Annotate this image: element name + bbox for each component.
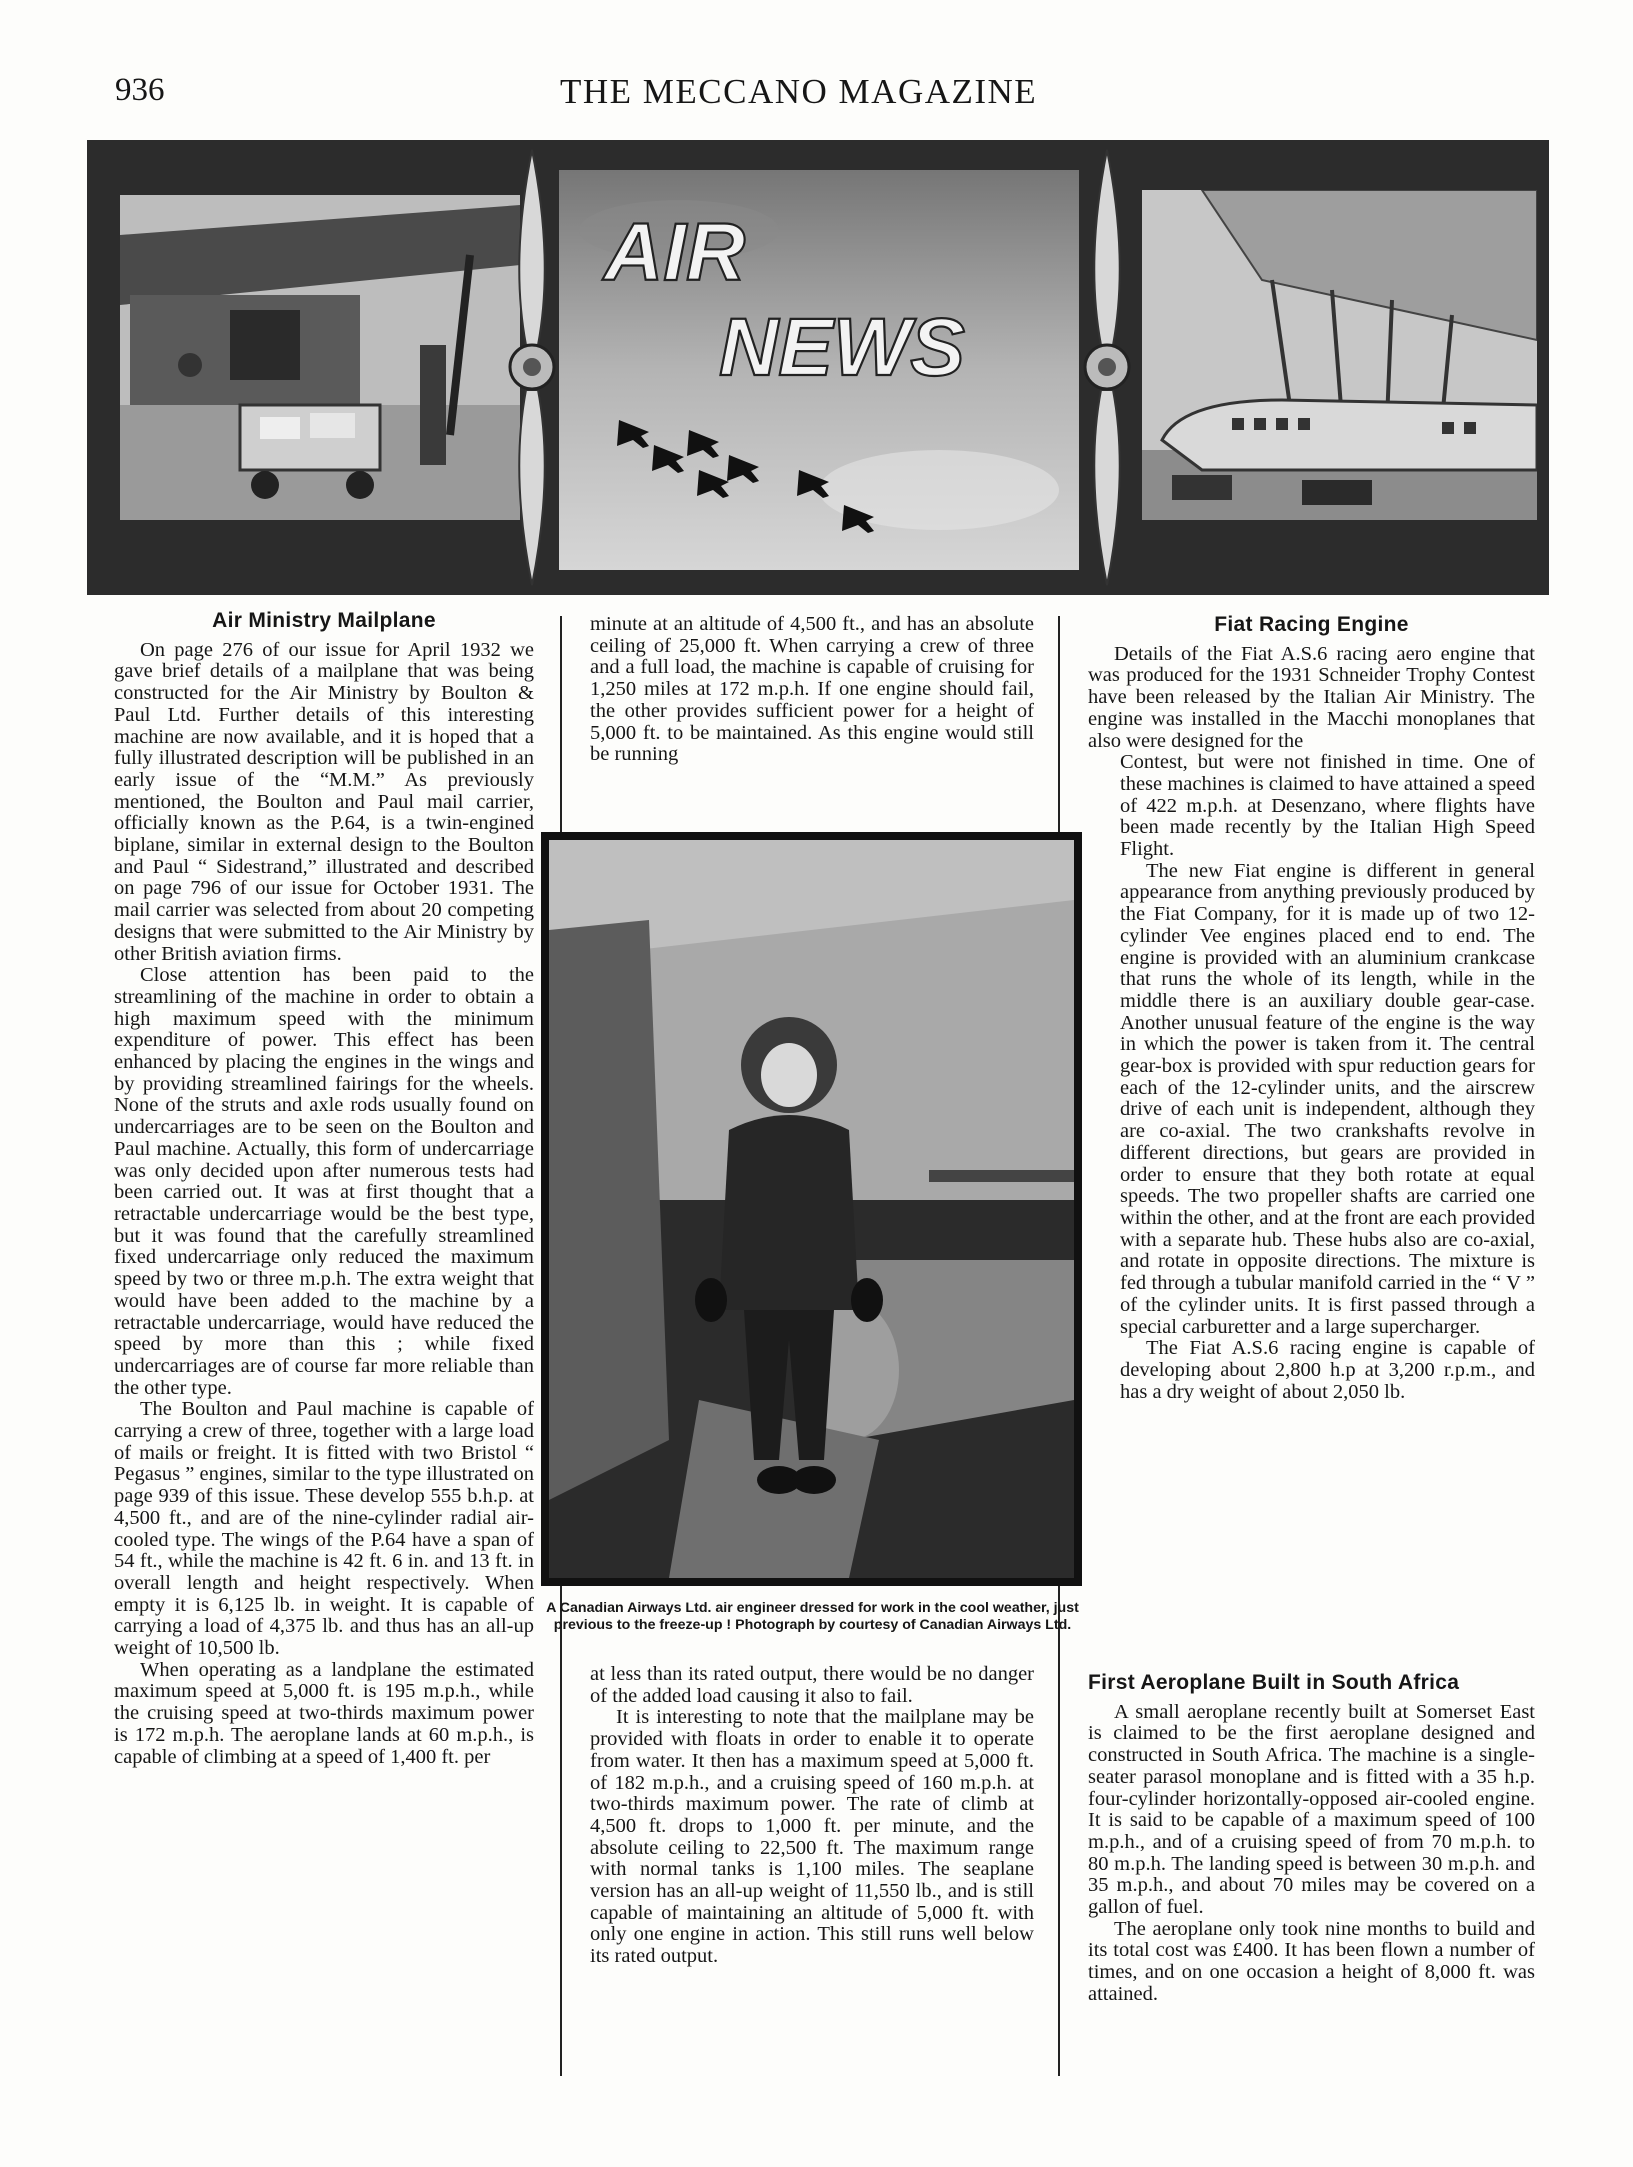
page-number: 936	[115, 72, 165, 108]
propeller-right-icon	[1077, 140, 1137, 595]
column-1	[114, 610, 534, 1768]
column-3	[1088, 614, 1535, 1403]
heading-first-aeroplane-south-africa: First Aeroplane Built in South Africa	[1088, 1671, 1460, 1694]
mailplane-paragraph-7: It is interesting to note that the mailplane may be provided with floats in order to enable it to operate from water. It then has a maximum speed at 5,000 ft. of 182 m.p.h., and a cruising speed of 160 m.p.h. at two-thirds maximum power. The rate of climb at 4,500 ft. drops to 1,000 ft. per minute, and the absolute ceiling to 22,500 ft. The maximum range with normal tanks is 1,100 miles. The seaplane version has an all-up weight of 11,550 lb., and is still capable of maintaining an altitude of 5,000 ft. with only one engine in action. This still runs well below its rated output.	[590, 1706, 1034, 1968]
banner-title-news: NEWS	[719, 302, 965, 393]
flying-boat-photo	[1142, 190, 1537, 520]
propeller-left-icon	[502, 140, 562, 595]
air-news-banner	[87, 140, 1549, 595]
south-africa-paragraph-1: A small aeroplane recently built at Somerset East is claimed to be the first aeroplane designed and constructed in South Africa. The machine is a single-seater parasol monoplane and is fitted with a 35 h.p. four-cylinder horizontally-opposed air-cooled engine. It is said to be capable of a maximum speed of 100 m.p.h., and of a cruising speed of from 70 m.p.h. to 80 m.p.h. The landing speed is between 30 m.p.h. and 35 m.p.h., and about 70 miles may be covered on a gallon of fuel.	[1088, 1700, 1535, 1919]
fiat-paragraph-1b: Contest, but were not finished in time. One of these machines is claimed to have attained a speed of 422 m.p.h. at Desenzano, where flights have been made recently by the Italian High Speed Flight.	[1120, 751, 1535, 861]
air-news-title-panel	[559, 170, 1079, 570]
south-africa-paragraph-2: The aeroplane only took nine months to build and its total cost was £400. It has been flown a number of times, and on one occasion a height of 8,000 ft. was attained.	[1088, 1917, 1535, 2005]
column-2-bottom	[590, 1664, 1034, 1968]
photo-caption: A Canadian Airways Ltd. air engineer dressed for work in the cool weather, just previous to the freeze-up ! Photograph by courtesy of Canadian Airways Ltd.	[546, 1600, 1079, 1633]
page-header	[0, 70, 1633, 120]
mailplane-paragraph-1: On page 276 of our issue for April 1932 we gave brief details of a mailplane that was being constructed for the Air Ministry by Boulton & Paul Ltd. Further details of this interesting machine are now available, and it is hoped that a fully illustrated description will be published in an early issue of the “M.M.” As previously mentioned, the Boulton and Paul mail carrier, officially known as the P.64, is a twin-engined biplane, similar in external design to the Boulton and Paul “ Sidestrand,” illustrated and described on page 796 of our issue for October 1931. The mail carrier was selected from about 20 competing designs that were submitted to the Air Ministry by other British aviation firms.	[114, 638, 534, 965]
banner-title-air: AIR	[604, 207, 746, 298]
mailplane-paragraph-2: Close attention has been paid to the streamlining of the machine in order to obtain a high maximum speed with the minimum expenditure of power. This effect has been enhanced by placing the engines in the wings and by providing streamlined fairings for the wheels. None of the struts and axle rods usually found on undercarriages are to be seen on the Boulton and Paul machine. Actually, this form of undercarriage was only decided upon after numerous tests had been carried out. It was at first thought that a retractable undercarriage would be the best type, but it was found that the carefully streamlined fixed undercarriage only reduced the maximum speed by two or three m.p.h. The extra weight that would have been added to the machine by a retractable undercarriage, would have reduced the speed by more than this ; while fixed undercarriages are of course far more reliable than the other type.	[114, 964, 534, 1399]
mailplane-loading-photo	[120, 195, 520, 520]
mailplane-paragraph-6: at less than its rated output, there would be no danger of the added load causing it also to fail.	[590, 1663, 1034, 1707]
fiat-paragraph-3: The Fiat A.S.6 racing engine is capable of developing about 2,800 h.p at 3,200 r.p.m., and has a dry weight of about 2,050 lb.	[1120, 1337, 1535, 1403]
heading-fiat-racing-engine: Fiat Racing Engine	[1214, 613, 1409, 636]
mailplane-paragraph-5: minute at an altitude of 4,500 ft., and has an absolute ceiling of 25,000 ft. When carrying a crew of three and a full load, the machine is capable of cruising for 1,250 miles at 172 m.p.h. If one engine should fail, the other provides sufficient power for a height of 5,000 ft. to be maintained. As this engine would still be running	[590, 613, 1034, 766]
fiat-paragraph-2: The new Fiat engine is different in general appearance from anything previously produced by the Fiat Company, for it is made up of two 12-cylinder Vee engines placed end to end. The engine is provided with an aluminium crankcase that runs the whole of its length, while in the middle there is an auxiliary double gear-case. Another unusual feature of the engine is the way in which the power is taken from it. The central gear-box is provided with spur reduction gears for each of the 12-cylinder units, and the airscrew drive of each unit is independent, although they are co-axial. The two crankshafts revolve in different directions, but gears are provided in order to ensure that they both rotate at equal speeds. The two propeller shafts are carried one within the other, and at the front are each provided with a separate hub. These hubs also are co-axial, and rotate in opposite directions. The mixture is fed through a tubular manifold carried in the “ V ” of the cylinder units. It is first passed through a special carburetter and a large supercharger.	[1120, 859, 1535, 1338]
heading-air-ministry-mailplane: Air Ministry Mailplane	[212, 609, 436, 632]
magazine-title: THE MECCANO MAGAZINE	[560, 72, 1038, 111]
mailplane-paragraph-3: The Boulton and Paul machine is capable of carrying a crew of three, together with a large load of mails or freight. It is fitted with two Bristol “ Pegasus ” engines, similar to the type illustrated on page 939 of this issue. These develop 555 b.h.p. at 4,500 ft., and are of the nine-cylinder radial air-cooled type. The wings of the P.64 have a span of 54 ft., while the machine is 42 ft. 6 in. and 13 ft. in overall length and height respectively. When empty it is 6,125 lb. in weight. It is capable of carrying a load of 4,375 lb. and thus has an all-up weight of 10,500 lb.	[114, 1398, 534, 1660]
canadian-airways-photo	[541, 832, 1082, 1586]
column-2-top	[590, 614, 1034, 766]
column-3-bottom	[1088, 1672, 1535, 2006]
fiat-paragraph-1a: Details of the Fiat A.S.6 racing aero engine that was produced for the 1931 Schneider Trophy Contest have been released by the Italian Air Ministry. The engine was installed in the Macchi monoplanes that also were designed for the	[1088, 642, 1535, 752]
mailplane-paragraph-4: When operating as a landplane the estimated maximum speed at 5,000 ft. is 195 m.p.h., while the cruising speed at two-thirds maximum power is 172 m.p.h. The aeroplane lands at 60 m.p.h., is capable of climbing at a speed of 1,400 ft. per	[114, 1658, 534, 1768]
